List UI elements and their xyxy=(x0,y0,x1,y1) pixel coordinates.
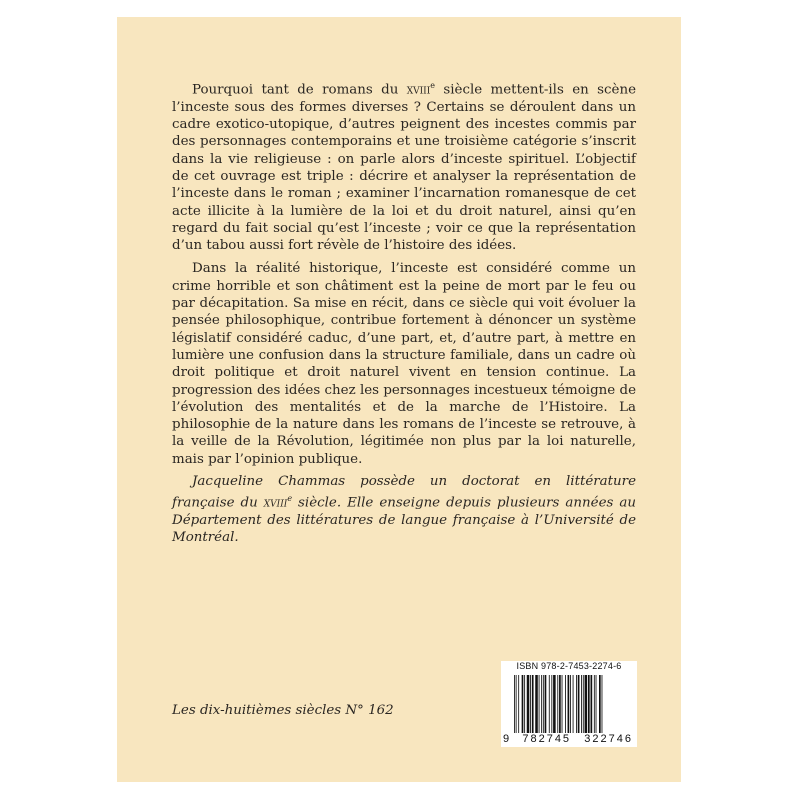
summary-text xyxy=(172,77,636,474)
century-superscript: e xyxy=(430,81,436,90)
isbn-label: ISBN 978-2-7453-2274-6 xyxy=(516,661,622,671)
century-numeral: xviii xyxy=(263,495,288,510)
back-cover xyxy=(117,17,681,782)
barcode-digits xyxy=(501,733,637,745)
isbn-barcode-block xyxy=(501,661,637,747)
series-title: Les dix-huitièmes siècles N° 162 xyxy=(172,703,394,718)
summary-paragraph-1: Pourquoi tant de romans du xviii$^e$ siècle mettent-ils en scène l’inceste sous des formes diverses ? Certains se déroulent dans un cadre exotico-utopique, d’autres peignent des incestes commis par des personnages contemporains et une troisième catégorie s’inscrit dans la vie religieuse : on parle alors d’inceste spirituel. L’objectif de cet ouvrage est triple : décrire et analyser la représentation de l’inceste dans le roman ; examiner l’incarnation romanesque de cet acte illicite à la lumière de la loi et du droit naturel, ainsi qu’en regard du fait social qu’est l’inceste ; voir ce que la représentation d’un tabou aussi fort révèle de l’histoire des idées. xyxy=(172,81,636,254)
barcode-digit-group-2: 322746 xyxy=(584,733,633,745)
summary-paragraph-2: Dans la réalité historique, l’inceste est considéré comme un crime horrible et son châtiment est la peine de mort par le feu ou par décapitation. Sa mise en récit, dans ce siècle qui voit évoluer la pensée philosophique, contribue fortement à dénoncer un système législatif considéré caduc, d’une part, et, d’autre part, à mettre en lumière une confusion dans la structure familiale, dans un cadre où droit politique et droit naturel vivent en tension continue. La progression des idées chez les personnages incestueux témoigne de l’évolution des mentalités et de la marche de l’Histoire. La philosophie de la nature dans les romans de l’inceste se retrouve, à la veille de la Révolution, légitimée non plus par la loi naturelle, mais par l’opinion publique. xyxy=(172,261,636,467)
barcode-icon xyxy=(513,675,631,733)
author-bio: Jacqueline Chammas possède un doctorat en littérature française du xviii$^e$ siècle. Elle enseigne depuis plusieurs années au Département des littératures de langue française à l’Université de Montréal. xyxy=(172,474,636,546)
barcode-digit-group-1: 782745 xyxy=(522,733,572,745)
century-superscript: e xyxy=(287,494,293,504)
century-numeral: xviii xyxy=(406,82,431,97)
barcode-digit-prefix: 9 xyxy=(503,733,510,745)
